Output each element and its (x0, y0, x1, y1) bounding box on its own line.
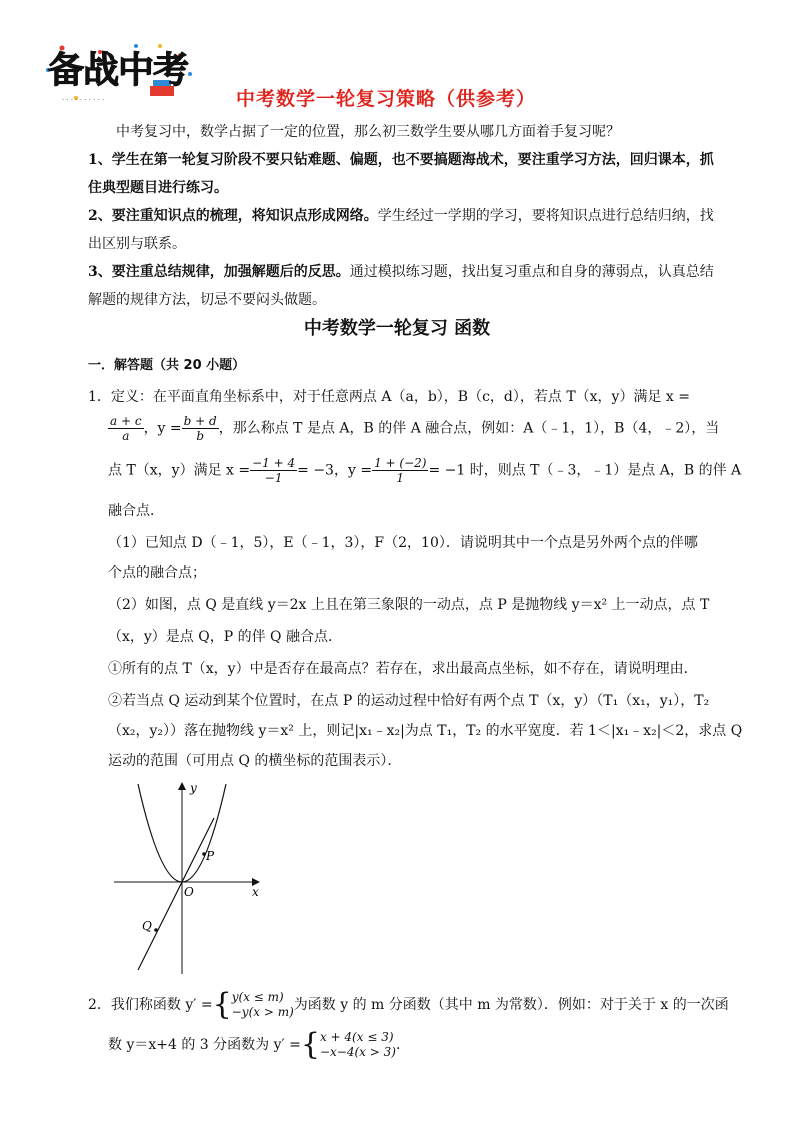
q2-line-1-a: 2．我们称函数 y′ = (88, 997, 213, 1013)
point-q (154, 928, 158, 932)
fraction-3-num: −1 + 4 (252, 456, 296, 470)
fraction-1 (108, 414, 144, 443)
q1-line-2-mid: ，y = (143, 420, 182, 437)
cases-2-row-2: −x−4(x > 3) (319, 1045, 396, 1059)
intro-paragraph: 中考复习中，数学占据了一定的位置，那么初三数学生要从哪几方面着手复习呢？ (116, 124, 620, 140)
tip-2 (88, 202, 718, 258)
origin-label: O (184, 885, 194, 899)
section-title: 中考数学一轮复习 函数 (303, 318, 491, 339)
q1-sub-2-a: ②若当点 Q 运动到某个位置时，在点 P 的运动过程中恰好有两个点 T（x，y）（T₁（x₁，y₁），T₂ (108, 693, 710, 709)
brace-1: { (212, 987, 232, 1022)
q1-line-3 (108, 456, 741, 485)
q1-sub-1: ①所有的点 T（x，y）中是否存在最高点？若存在，求出最高点坐标，如不存在，请说明理由． (108, 661, 698, 677)
tip-1-bold: 1、学生在第一轮复习阶段不要只钻难题、偏题，也不要搞题海战术，要注重学习方法，回归课本，抓住典型题目进行练习。 (88, 152, 714, 196)
tip-1 (88, 146, 718, 202)
svg-text:· · · · · · · · · ·: · · · · · · · · · · (62, 96, 105, 104)
coordinate-plane (110, 778, 280, 978)
q1-part-2-a: （2）如图，点 Q 是直线 y＝2x 上且在第三象限的一动点，点 P 是抛物线 y＝x² 上一动点，点 T (108, 597, 710, 613)
q1-line-3-b: = −3，y = (297, 462, 373, 479)
section-heading: 一．解答题（共 20 小题） (88, 358, 246, 373)
fraction-1-num: a + c (110, 414, 142, 428)
y-axis-label: y (190, 781, 197, 795)
cases-1 (232, 990, 294, 1020)
logo-text: 备战中考 (48, 50, 189, 91)
q2-line-2-a: 数 y＝x+4 的 3 分函数为 y′ = (108, 1037, 301, 1053)
cases-1-row-1: y(x ≤ m) (231, 990, 284, 1004)
q1-figure (110, 778, 280, 978)
q1-line-2 (108, 414, 719, 443)
q1-part-1-a: （1）已知点 D（﹣1，5），E（﹣1，3），F（2，10）．请说明其中一个点是另外两个点的伴哪 (108, 535, 698, 551)
q1-line-3-c: = −1 时，则点 T（﹣3，﹣1）是点 A，B 的伴 A (428, 462, 742, 479)
fraction-4 (372, 456, 428, 485)
fraction-2 (182, 414, 219, 443)
q1-line-1: 1．定义：在平面直角坐标系中，对于任意两点 A（a，b），B（c，d），若点 T（x，y）满足 x = (88, 389, 690, 405)
q2-line-1 (88, 987, 729, 1022)
q1-part-1-b: 个点的融合点； (108, 565, 206, 581)
point-p-label: P (206, 849, 215, 863)
logo (40, 40, 200, 108)
page-title: 中考数学一轮复习策略（供参考） (236, 88, 537, 110)
brace-2: { (300, 1027, 320, 1062)
cases-2-row-1: x + 4(x ≤ 3) (319, 1030, 394, 1044)
fraction-2-den: b (196, 429, 205, 443)
fraction-1-den: a (122, 429, 130, 443)
point-q-label: Q (142, 919, 152, 933)
q2-line-2 (108, 1027, 410, 1062)
tip-3 (88, 258, 718, 314)
cases-1-row-2: −y(x > m) (231, 1005, 294, 1019)
cases-2 (320, 1030, 396, 1060)
fraction-2-num: b + d (183, 414, 217, 428)
q1-sub-2-b: （x₂，y₂））落在抛物线 y＝x² 上，则记|x₁﹣x₂|为点 T₁，T₂ 的水平宽度．若 1＜|x₁﹣x₂|＜2，求点 Q (108, 723, 743, 739)
tip-2-bold: 2、要注重知识点的梳理，将知识点形成网络。 (88, 208, 378, 224)
q1-line-4: 融合点． (108, 503, 164, 519)
line-y-2x (138, 818, 214, 970)
tip-3-rest: 通过模拟练习题，找出复习重点和自身的薄弱点，认真总结解题的规律方法，切忌不要闷头做题。 (88, 264, 714, 308)
tip-3-bold: 3、要注重总结规律，加强解题后的反思。 (88, 264, 350, 280)
q2-line-2-end: ． (395, 1037, 410, 1053)
x-axis-label: x (252, 885, 259, 899)
fraction-3-den: −1 (264, 471, 283, 485)
q1-part-2-b: （x，y）是点 Q，P 的伴 Q 融合点． (108, 629, 342, 645)
fraction-3 (250, 456, 297, 485)
q1-line-2-rest: ，那么称点 T 是点 A，B 的伴 A 融合点，例如：A（﹣1，1），B（4，﹣2），当 (218, 420, 720, 437)
fraction-4-den: 1 (396, 471, 405, 485)
q2-line-1-b: 为函数 y 的 m 分函数（其中 m 为常数）．例如：对于关于 x 的一次函 (293, 997, 729, 1013)
tip-2-rest: 学生经过一学期的学习，要将知识点进行总结归纳，找出区别与联系。 (88, 208, 714, 252)
q1-line-3-a: 点 T（x，y）满足 x = (108, 462, 251, 479)
fraction-4-num: 1 + (−2) (374, 456, 427, 470)
q1-sub-2-c: 运动的范围（可用点 Q 的横坐标的范围表示）． (108, 753, 402, 769)
